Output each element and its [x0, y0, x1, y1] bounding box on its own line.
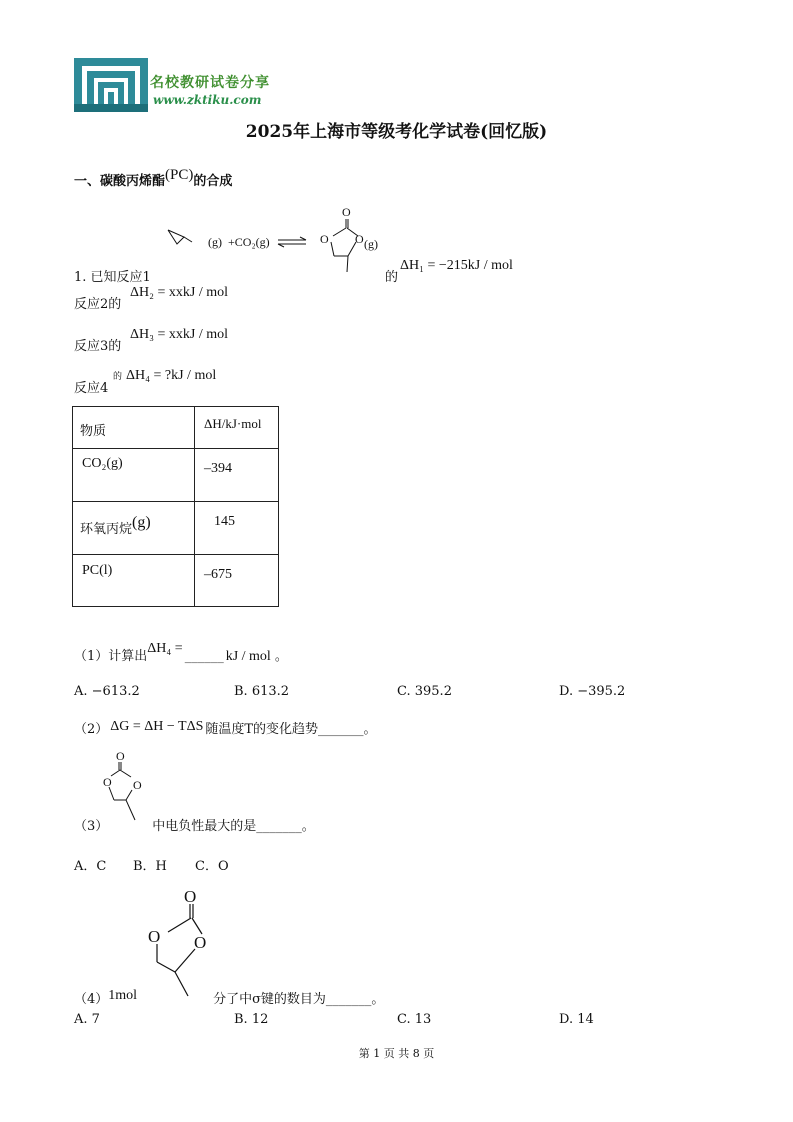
- table-cell-value: –675: [204, 567, 232, 582]
- carbonyl-o: O: [116, 749, 125, 763]
- logo-url[interactable]: www.zktiku.com: [153, 93, 262, 107]
- question-2: [74, 718, 377, 738]
- reaction-1-intro: 1. 已知反应1: [74, 270, 151, 285]
- pc-structure-small: [100, 746, 160, 826]
- section-heading-text: 一、碳酸丙烯酯: [74, 174, 166, 189]
- option-b[interactable]: B. 613.2: [234, 684, 290, 699]
- question-1-blank[interactable]: ______: [184, 649, 224, 664]
- table-cell-substance: CO₂(g): [82, 456, 123, 471]
- question-1-num: （1）: [74, 649, 109, 664]
- pc-ring-o-left: O: [320, 232, 329, 246]
- epoxide-molecule: [168, 230, 192, 244]
- question-1-formula: ΔH₄ =: [147, 641, 183, 656]
- carbonyl-o: O: [184, 887, 197, 906]
- ring-o-left: O: [103, 775, 112, 789]
- question-3-text: 中电负性最大的是_______。: [152, 819, 315, 834]
- co2-reactant: +CO₂(g): [228, 235, 270, 249]
- dh2-formula: ΔH₂ = xxkJ / mol: [130, 285, 229, 300]
- dh4-formula: ΔH₄ = ?kJ / mol: [126, 368, 217, 383]
- question-4-text: 分了中σ键的数目为_______。: [213, 992, 385, 1007]
- option-c[interactable]: C. 395.2: [397, 684, 452, 699]
- option-a[interactable]: A. −613.2: [74, 684, 140, 699]
- option-a[interactable]: A. 7: [74, 1012, 100, 1027]
- option-b[interactable]: B．H: [133, 859, 167, 874]
- table-cell-value: –394: [204, 461, 232, 476]
- table-cell-substance: PC(l): [82, 563, 113, 578]
- reaction-1-de: 的: [385, 270, 399, 285]
- question-2-text: 随温度T的变化趋势_______。: [205, 722, 377, 737]
- equilibrium-arrow: [278, 237, 306, 247]
- table-cell-phase: (g): [132, 514, 151, 531]
- logo: [74, 58, 148, 116]
- ring-o-right: O: [133, 778, 142, 792]
- table-cell-name: 环氧丙烷: [80, 522, 133, 537]
- question-4-num: （4）: [74, 992, 109, 1007]
- question-4-mol: 1mol: [108, 988, 138, 1003]
- reaction-4-small: 的: [113, 372, 123, 382]
- question-1-unit: kJ / mol: [225, 649, 271, 664]
- question-2-formula: ΔG = ΔH − TΔS: [110, 719, 204, 734]
- reaction-2-label: 反应2的: [74, 297, 122, 312]
- logo-site-name: 名校教研试卷分享: [150, 75, 270, 91]
- ring-o-right: O: [194, 933, 207, 952]
- question-4: [74, 988, 384, 1008]
- question-1-end: 。: [274, 649, 288, 664]
- epoxide-oxygen: O: [164, 233, 165, 234]
- reactant-phase: (g): [208, 235, 222, 249]
- question-1: [74, 641, 288, 665]
- option-c[interactable]: C．O: [195, 859, 229, 874]
- option-d[interactable]: D. −395.2: [559, 684, 626, 699]
- ring-o-left: O: [148, 927, 161, 946]
- pc-carbonyl-o: O: [342, 205, 351, 219]
- table-header-enthalpy: ΔH/kJ·mol: [204, 416, 262, 431]
- question-2-num: （2）: [74, 722, 109, 737]
- option-d[interactable]: D. 14: [559, 1012, 594, 1027]
- page-title: 2025年上海市等级考化学试卷(回忆版): [245, 122, 548, 142]
- logo-emblem: [74, 58, 148, 112]
- pc-molecule: [331, 219, 358, 272]
- reaction-3-label: 反应3的: [74, 339, 122, 354]
- question-3: [74, 815, 315, 834]
- dh1-formula: ΔH₁ = −215kJ / mol: [400, 258, 513, 273]
- pc-structure-large: [140, 884, 220, 1002]
- option-c[interactable]: C. 13: [397, 1012, 432, 1027]
- section-heading: [74, 167, 233, 190]
- question-3-num: （3）: [74, 819, 109, 834]
- page-footer: 第 1 页 共 8 页: [358, 1047, 435, 1060]
- table-header-substance: 物质: [80, 424, 107, 439]
- dh3-formula: ΔH₃ = xxkJ / mol: [130, 327, 229, 342]
- option-b[interactable]: B. 12: [234, 1012, 269, 1027]
- option-a[interactable]: A．C: [74, 859, 107, 874]
- pc-ring-o-right: O: [355, 232, 364, 246]
- question-1-text: 计算出: [108, 649, 148, 664]
- reaction-4-label: 反应4: [74, 381, 109, 396]
- table-cell-substance: [80, 514, 151, 538]
- product-phase: (g): [364, 237, 378, 251]
- pc-abbrev: (PC): [165, 167, 194, 183]
- table-cell-value: 145: [214, 514, 235, 529]
- section-heading-suffix: 的合成: [193, 174, 233, 189]
- reaction-1-scheme: [160, 200, 390, 280]
